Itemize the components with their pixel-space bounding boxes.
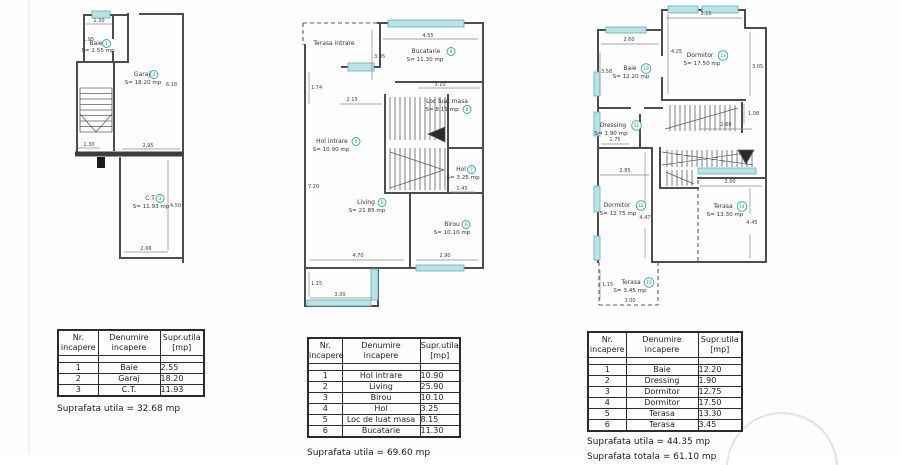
stamp-watermark	[727, 413, 837, 465]
table-row	[588, 420, 742, 432]
table-row	[308, 426, 460, 438]
cell-area: 17.50	[698, 398, 742, 409]
room-area: S= 17.50 mp	[683, 61, 721, 67]
table-row	[588, 398, 742, 409]
dim-label: 3.00	[334, 292, 346, 298]
room-label-dormitor-12: Dormitor	[603, 202, 631, 209]
window	[606, 27, 646, 33]
dim-label: 1.30	[83, 142, 95, 148]
dim-label: 4.50	[170, 203, 182, 209]
dim-label: 2.95	[142, 143, 154, 149]
table-row	[588, 365, 742, 376]
col-header-denumire: Denumire incapere	[626, 332, 698, 358]
cell-name: Living	[342, 382, 420, 393]
total-suprafata-totala: Suprafata totala = 61.10 mp	[587, 452, 717, 462]
room-number-badge	[644, 278, 654, 288]
room-area: S= 8.15 mp	[425, 107, 459, 113]
room-number: 7	[470, 167, 473, 173]
floor-plan-1	[75, 11, 183, 262]
dim-label: 3.00	[724, 179, 736, 185]
table-floor-2	[307, 337, 461, 438]
total-suprafata-utila: Suprafata utila = 44.35 mp	[587, 437, 711, 447]
cell-nr: 1	[308, 371, 342, 382]
room-number-badge	[737, 202, 747, 212]
room-area: S= 3.45 mp	[613, 288, 647, 294]
window	[594, 236, 600, 260]
cell-nr: 6	[308, 426, 342, 438]
room-area: S= 2.55 mp	[81, 48, 115, 54]
room-label-terasa-15: Terasa	[621, 279, 641, 286]
cell-area: 1.90	[698, 376, 742, 387]
room-area: S= 12.20 mp	[612, 74, 650, 80]
cell-nr: 6	[588, 420, 626, 432]
room-number: 13	[720, 53, 726, 59]
cell-area: 13.30	[698, 409, 742, 420]
room-number-badge	[718, 51, 728, 61]
dim-label: 4.70	[352, 253, 364, 259]
dim-label: 3.00	[624, 298, 636, 304]
dim-label: 4.25	[671, 49, 683, 55]
cell-name: Baie	[98, 363, 160, 374]
window	[307, 300, 371, 306]
plan2-dim-lines	[309, 30, 480, 298]
window	[594, 72, 600, 96]
dim-label: 1.45	[456, 186, 468, 192]
room-number-badge	[352, 138, 360, 146]
window	[388, 20, 464, 27]
room-number-badge	[462, 221, 470, 229]
table-row	[308, 415, 460, 426]
floor-plan-3	[594, 6, 766, 305]
spacer-row	[308, 364, 460, 371]
cell-name: Bucatarie	[342, 426, 420, 438]
cell-name: Hol	[342, 404, 420, 415]
plan1-stairs	[80, 88, 112, 132]
cell-name: Dormitor	[626, 387, 698, 398]
dim-label: 1.30	[93, 18, 105, 24]
room-number: 14	[739, 204, 745, 210]
table-row	[58, 374, 204, 385]
door-mark	[97, 157, 105, 168]
cell-area: 11.30	[420, 426, 460, 438]
cell-nr: 4	[308, 404, 342, 415]
room-number-badge	[103, 40, 111, 48]
cell-name: Terasa	[626, 420, 698, 432]
col-header-denumire: Denumire incapere	[98, 330, 160, 356]
dim-label: 1.08	[748, 111, 760, 117]
dim-label: 1.15	[602, 282, 614, 288]
cell-area: 11.93	[160, 385, 204, 397]
cell-name: Dressing	[626, 376, 698, 387]
col-header-suprafata: Supr.utila [mp]	[698, 332, 742, 358]
room-label-hol: Hol	[456, 166, 466, 173]
dim-label: 1.15	[311, 281, 323, 287]
spacer-row	[58, 356, 204, 363]
room-number: 2	[152, 72, 156, 78]
dim-label: 3.10	[434, 82, 446, 88]
cell-name: Terasa	[626, 409, 698, 420]
cell-name: Baie	[626, 365, 698, 376]
plan3-dim-lines	[600, 14, 762, 300]
cell-name: Birou	[342, 393, 420, 404]
window	[92, 11, 110, 18]
cell-name: Dormitor	[626, 398, 698, 409]
table-row	[58, 385, 204, 397]
room-label-loc-luat-masa: Loc luat masa	[426, 98, 468, 105]
table-row	[308, 371, 460, 382]
table-row	[308, 393, 460, 404]
dim-label: 2.13	[346, 97, 358, 103]
room-area: S= 11.93 mp	[132, 204, 170, 210]
room-number-badge	[156, 195, 164, 203]
col-header-nr: Nr. incapere	[58, 330, 98, 356]
room-label-baie: Baie	[89, 40, 103, 47]
cell-area: 3.45	[698, 420, 742, 432]
cell-area: 8.15	[420, 415, 460, 426]
dim-label: 2.85	[619, 168, 631, 174]
area-table-floor-3	[587, 331, 743, 465]
window	[594, 186, 600, 212]
total-suprafata-utila: Suprafata utila = 32.68 mp	[57, 404, 181, 414]
cell-nr: 2	[308, 382, 342, 393]
cell-area: 2.55	[160, 363, 204, 374]
cell-area: 12.20	[698, 365, 742, 376]
room-number-badge	[150, 71, 158, 79]
room-number: 9	[449, 49, 453, 55]
cell-nr: 3	[308, 393, 342, 404]
dim-label: 3.05	[374, 54, 386, 60]
area-table-floor-1	[57, 329, 205, 417]
window	[698, 168, 756, 174]
room-label-terasa-14: Terasa	[713, 203, 733, 210]
room-number: 4	[354, 139, 358, 145]
cell-nr: 2	[588, 376, 626, 387]
cell-nr: 2	[58, 374, 98, 385]
spacer-row	[588, 358, 742, 365]
dim-label: 7.20	[308, 184, 320, 190]
room-area: S= 13.30 mp	[706, 212, 744, 218]
terasa-intrare-label: Terasa intrare	[313, 40, 355, 47]
dim-label: 6.18	[166, 82, 178, 88]
header-row	[58, 330, 204, 356]
dim-label: 1.75	[609, 137, 621, 143]
room-number: 6	[464, 222, 468, 228]
dim-label: 4.47	[639, 215, 651, 221]
cell-area: 10.10	[420, 393, 460, 404]
room-label-garaj: Garaj	[133, 71, 151, 78]
dim-label: 1.95	[83, 37, 95, 43]
dim-label: 4.45	[746, 220, 758, 226]
cell-area: 25.90	[420, 382, 460, 393]
room-label-dressing: Dressing	[599, 122, 627, 129]
room-number: 11	[633, 123, 640, 129]
room-area: S= 18.20 mp	[124, 80, 162, 86]
room-number: 10	[643, 66, 649, 72]
room-number-badge	[641, 64, 651, 74]
room-number-badge	[378, 199, 386, 207]
floor-plan-2	[303, 20, 483, 306]
cell-area: 12.75	[698, 387, 742, 398]
room-label-hol-intrare: Hol intrare	[316, 138, 348, 145]
room-area: S= 12.75 mp	[599, 211, 637, 217]
table-row	[308, 382, 460, 393]
table-row	[588, 387, 742, 398]
room-label-ct: C.T	[145, 195, 155, 202]
room-area: S= 3.25 mp	[446, 175, 480, 181]
table-row	[588, 409, 742, 420]
room-number: 8	[465, 107, 469, 113]
table-floor-1	[57, 329, 205, 397]
window	[416, 265, 464, 271]
cell-name: Garaj	[98, 374, 160, 385]
cell-nr: 5	[308, 415, 342, 426]
cell-nr: 3	[58, 385, 98, 397]
room-number: 5	[380, 200, 384, 206]
total-suprafata-utila: Suprafata utila = 69.60 mp	[307, 448, 431, 458]
table-floor-3	[587, 331, 743, 432]
cell-name: Hol intrare	[342, 371, 420, 382]
room-area: S= 11.30 mp	[406, 57, 444, 63]
room-number-badge	[463, 106, 471, 114]
room-area: S= 21.85 mp	[348, 208, 386, 214]
cell-area: 10.90	[420, 371, 460, 382]
room-label-dormitor-13: Dormitor	[686, 52, 714, 59]
room-number-badge	[447, 48, 455, 56]
dim-label: 3.58	[601, 69, 613, 75]
header-row	[308, 338, 460, 364]
col-header-suprafata: Supr.utila [mp]	[420, 338, 460, 364]
cell-area: 3.25	[420, 404, 460, 415]
col-header-denumire: Denumire incapere	[342, 338, 420, 364]
col-header-suprafata: Supr.utila [mp]	[160, 330, 204, 356]
dim-label: 2.60	[720, 122, 732, 128]
cell-nr: 3	[588, 387, 626, 398]
window	[348, 63, 374, 71]
room-number: 1	[105, 41, 108, 47]
room-area: S= 10.90 mp	[312, 147, 350, 153]
dim-label: 4.55	[422, 33, 434, 39]
dim-label: 2.66	[140, 246, 152, 252]
col-header-nr: Nr. incapere	[308, 338, 342, 364]
window	[668, 6, 698, 13]
dim-label: 3.15	[700, 11, 712, 17]
room-label-living: Living	[357, 199, 375, 206]
cell-area: 18.20	[160, 374, 204, 385]
area-table-floor-2	[307, 337, 461, 461]
dim-label: 2.60	[623, 37, 635, 43]
cell-nr: 5	[588, 409, 626, 420]
dim-label: 3.05	[752, 64, 764, 70]
room-number-badge	[636, 201, 646, 211]
window	[371, 269, 378, 300]
plan2-walls	[305, 23, 483, 306]
room-number: 12	[638, 203, 644, 209]
table-row	[588, 376, 742, 387]
cell-nr: 4	[588, 398, 626, 409]
room-number-badge	[468, 166, 476, 174]
header-row	[588, 332, 742, 358]
room-number: 3	[158, 196, 162, 202]
cell-name: C.T.	[98, 385, 160, 397]
col-header-nr: Nr. incapere	[588, 332, 626, 358]
room-label-birou: Birou	[444, 221, 460, 228]
cell-nr: 1	[58, 363, 98, 374]
table-row	[308, 404, 460, 415]
cell-nr: 1	[588, 365, 626, 376]
dim-label: 1.74	[311, 85, 323, 91]
room-number: 15	[646, 280, 652, 286]
cell-name: Loc de luat masa	[342, 415, 420, 426]
room-label-baie: Baie	[623, 65, 637, 72]
room-label-bucatarie: Bucatarie	[411, 48, 441, 55]
room-number-badge	[632, 121, 642, 131]
table-row	[58, 363, 204, 374]
dim-label: 2.90	[439, 253, 451, 259]
room-area: S= 1.90 mp	[594, 131, 628, 137]
room-area: S= 10.10 mp	[433, 230, 471, 236]
